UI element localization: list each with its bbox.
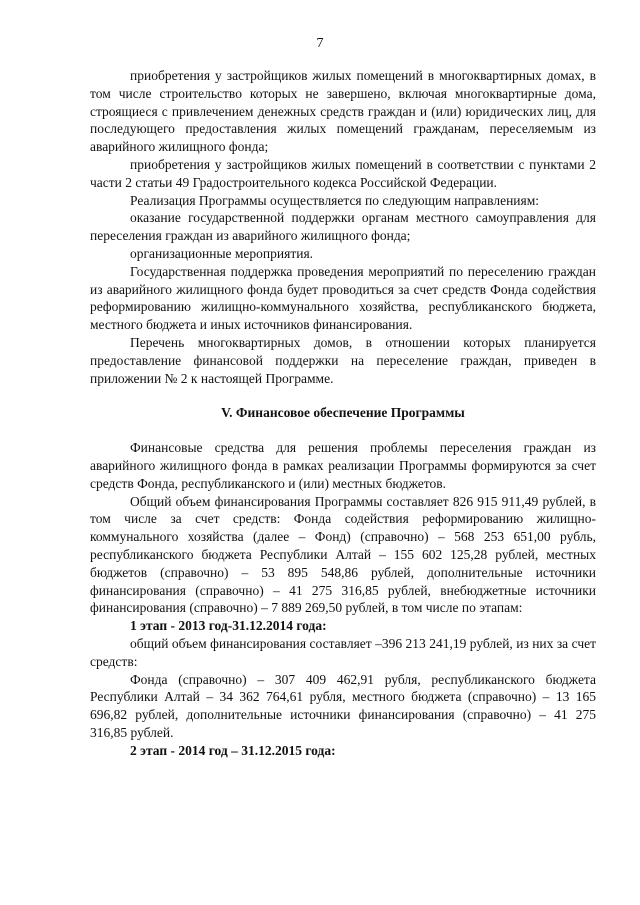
page-number: 7 <box>316 36 324 51</box>
financing-paragraph-1: Финансовые средства для решения проблемы переселения граждан из аварийного жилищного фонда в рамках реализации Программы формируются за счет средств Фонда, республиканского и (или) местных бюджетов. <box>90 440 596 491</box>
intro-paragraph-1: приобретения у застройщиков жилых помещений в многоквартирных домах, в том числе строительство которых не завершено, включая многоквартирные дома, строящиеся с привлечением денежных средств граждан и (или) юридических лиц, для последующего предоставления жилых помещений гражданам, переселяемым из аварийного жилищного фонда; <box>90 68 596 155</box>
intro-paragraph-3: Реализация Программы осуществляется по следующим направлениям: <box>130 192 540 208</box>
intro-paragraph-4: оказание государственной поддержки органам местного самоуправления для переселения граждан из аварийного жилищного фонда; <box>90 210 596 244</box>
paragraphs-before-heading <box>90 67 596 387</box>
intro-paragraph-7: Перечень многоквартирных домов, в отношении которых планируется предоставление финансовой поддержки на переселение граждан, приведен в приложении № 2 к настоящей Программе. <box>90 334 596 386</box>
stage-1-title: 1 этап - 2013 год-31.12.2014 года: <box>130 618 327 634</box>
intro-paragraph-6: Государственная поддержка проведения мероприятий по переселению граждан из аварийного жилищного фонда будет проводиться за счет средств Фонда содействия реформированию жилищно-коммунального хозяйства, республиканского бюджета, местного бюджета и иных источников финансирования. <box>90 263 596 333</box>
financing-paragraph-2: Общий объем финансирования Программы составляет 826 915 911,49 рублей, в том числе за счет средств: Фонда содействия реформированию жилищно-коммунального хозяйства (далее – Фонд) (справочно) – 568 253 651,00 рубль, республиканского бюджета Республики Алтай – 155 602 125,28 рублей, местных бюджетов (справочно) – 53 895 548,86 рублей, дополнительные источники финансирования (справочно) – 41 275 316,85 рублей, внебюджетные источники финансирования (справочно) – 7 889 269,50 рублей, в том числе по этапам: <box>90 493 596 616</box>
intro-paragraph-5: организационные мероприятия. <box>130 245 314 261</box>
stage-1-paragraph-2: Фонда (справочно) – 307 409 462,91 рубля, республиканского бюджета Республики Алтай – 34 362 764,61 рубля, местного бюджета (справочно) – 13 165 696,82 рублей, дополнительные источники финансирования (справочно) – 41 275 316,85 рублей. <box>90 671 596 740</box>
intro-paragraph-2: приобретения у застройщиков жилых помещений в соответствии с пунктами 2 части 2 статьи 49 Градостроительного кодекса Российской Федерации. <box>90 156 596 190</box>
stage-1-paragraphs <box>90 635 596 742</box>
paragraphs-after-heading <box>90 439 596 617</box>
document-body <box>90 67 596 759</box>
stage-1-paragraph-1: общий объем финансирования составляет –396 213 241,19 рублей, из них за счет средств: <box>90 635 596 669</box>
stage-2-title: 2 этап - 2014 год – 31.12.2015 года: <box>130 742 336 758</box>
section-heading: V. Финансовое обеспечение Программы <box>221 405 465 421</box>
